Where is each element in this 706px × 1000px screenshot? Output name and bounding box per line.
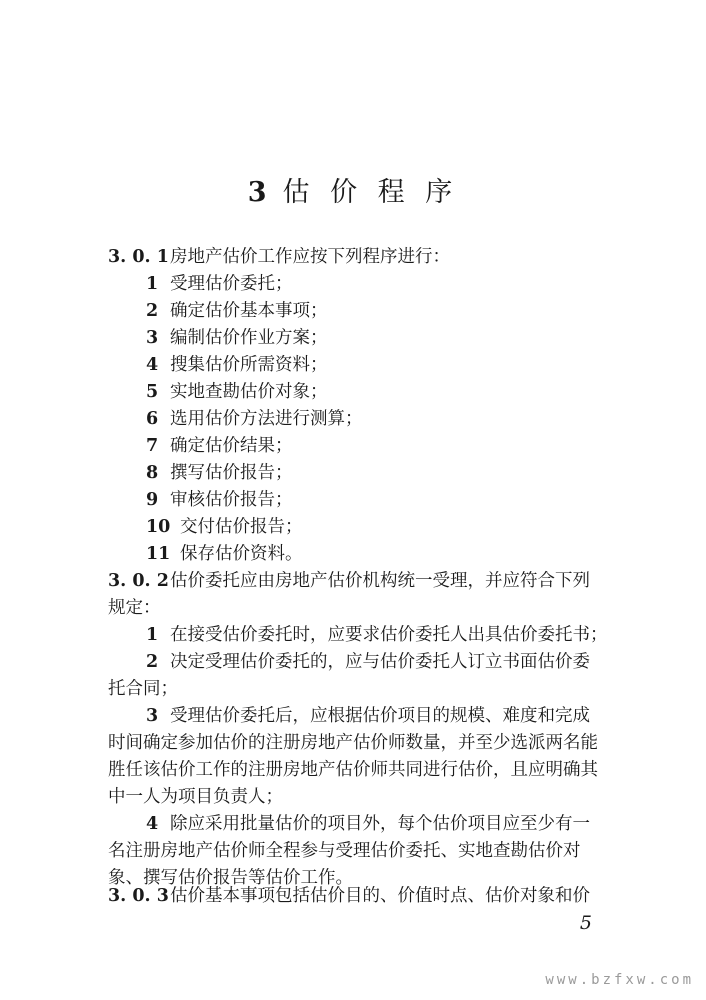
- paragraph-line: 名注册房地产估价师全程参与受理估价委托、实地查勘估价对: [108, 841, 581, 861]
- list-item: 7 确定估价结果；: [146, 436, 293, 456]
- list-item: 9 审核估价报告；: [146, 490, 293, 510]
- clause-number: 3. 0. 3: [108, 886, 169, 906]
- list-item: 4 除应采用批量估价的项目外，每个估价项目应至少有一: [146, 814, 590, 834]
- clause-text: 估价委托应由房地产估价机构统一受理，并应符合下列: [170, 571, 590, 591]
- clause-3-0-3: [108, 886, 590, 906]
- chapter-title: [0, 170, 706, 209]
- paragraph-line: 时间确定参加估价的注册房地产估价师数量，并至少选派两名能: [108, 733, 598, 753]
- list-item: 5 实地查勘估价对象；: [146, 382, 328, 402]
- list-item: 6 选用估价方法进行测算；: [146, 409, 363, 429]
- page-number: 5: [579, 912, 592, 934]
- list-item: 1 在接受估价委托时，应要求估价委托人出具估价委托书；: [146, 625, 608, 645]
- clause-3-0-1: [108, 247, 450, 267]
- list-item: 3 受理估价委托后，应根据估价项目的规模、难度和完成: [146, 706, 590, 726]
- paragraph-line: 中一人为项目负责人；: [108, 787, 283, 807]
- list-item: 10 交付估价报告；: [146, 517, 303, 537]
- chapter-number: 3: [247, 177, 267, 208]
- clause-number: 3. 0. 2: [108, 571, 169, 591]
- list-item: 4 搜集估价所需资料；: [146, 355, 328, 375]
- paragraph-line: 规定：: [108, 598, 161, 618]
- clause-number: 3. 0. 1: [108, 247, 169, 267]
- list-item: 11 保存估价资料。: [146, 544, 303, 564]
- chapter-title-text: 估 价 程 序: [282, 177, 459, 208]
- watermark: www.bzfxw.com: [545, 972, 694, 988]
- list-item: 8 撰写估价报告；: [146, 463, 293, 483]
- list-item: 2 决定受理估价委托的，应与估价委托人订立书面估价委: [146, 652, 590, 672]
- paragraph-line: 象、撰写估价报告等估价工作。: [108, 868, 353, 888]
- list-item: 3 编制估价作业方案；: [146, 328, 328, 348]
- clause-3-0-2: [108, 571, 590, 591]
- list-item: 1 受理估价委托；: [146, 274, 293, 294]
- clause-text: 房地产估价工作应按下列程序进行：: [170, 247, 450, 267]
- paragraph-line: 托合同；: [108, 679, 178, 699]
- paragraph-line: 胜任该估价工作的注册房地产估价师共同进行估价，且应明确其: [108, 760, 598, 780]
- clause-text: 估价基本事项包括估价目的、价值时点、估价对象和价: [170, 886, 590, 906]
- list-item: 2 确定估价基本事项；: [146, 301, 328, 321]
